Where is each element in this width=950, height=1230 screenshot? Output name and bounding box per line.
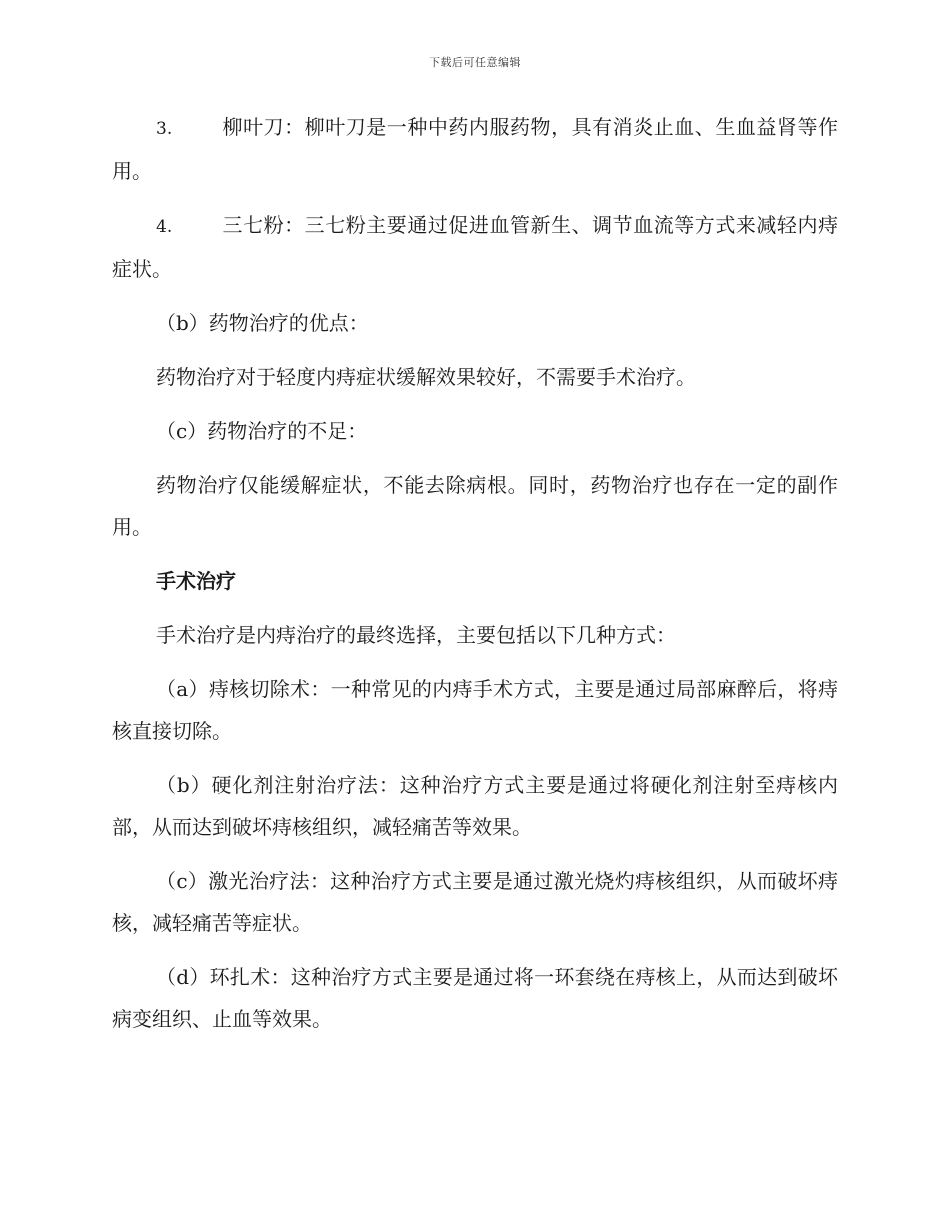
document-body [112, 106, 838, 1052]
shortcomings-body: 药物治疗仅能缓解症状，不能去除病根。同时，药物治疗也存在一定的副作用。 [112, 473, 838, 539]
list-number: 3. [156, 119, 173, 139]
shortcomings-title: （c）药物治疗的不足： [156, 419, 368, 443]
list-number: 4. [156, 217, 173, 237]
list-item-3 [112, 106, 838, 192]
surgery-option-a: （a）痔核切除术：一种常见的内痔手术方式，主要是通过局部麻醉后，将痔核直接切除。 [112, 677, 838, 743]
surgery-option-c: （c）激光治疗法：这种治疗方式主要是通过激光烧灼痔核组织，从而破坏痔核，减轻痛苦等症状。 [112, 869, 838, 935]
list-item-text: 三七粉：三七粉主要通过促进血管新生、调节血流等方式来减轻内痔症状。 [112, 213, 838, 281]
section-heading-surgery: 手术治疗 [156, 569, 236, 593]
page-header: 下载后可任意编辑 [429, 56, 521, 69]
surgery-intro: 手术治疗是内痔治疗的最终选择，主要包括以下几种方式： [156, 623, 676, 647]
list-item-text: 柳叶刀：柳叶刀是一种中药内服药物，具有消炎止血、生血益肾等作用。 [112, 115, 838, 183]
surgery-option-b: （b）硬化剂注射治疗法：这种治疗方式主要是通过将硬化剂注射至痔核内部，从而达到破坏痔核组织，减轻痛苦等效果。 [112, 773, 838, 839]
advantages-body: 药物治疗对于轻度内痔症状缓解效果较好，不需要手术治疗。 [156, 365, 696, 389]
surgery-option-d: （d）环扎术：这种治疗方式主要是通过将一环套绕在痔核上，从而达到破坏病变组织、止血等效果。 [112, 965, 838, 1031]
advantages-title: （b）药物治疗的优点： [156, 311, 369, 335]
list-item-4 [112, 204, 838, 290]
